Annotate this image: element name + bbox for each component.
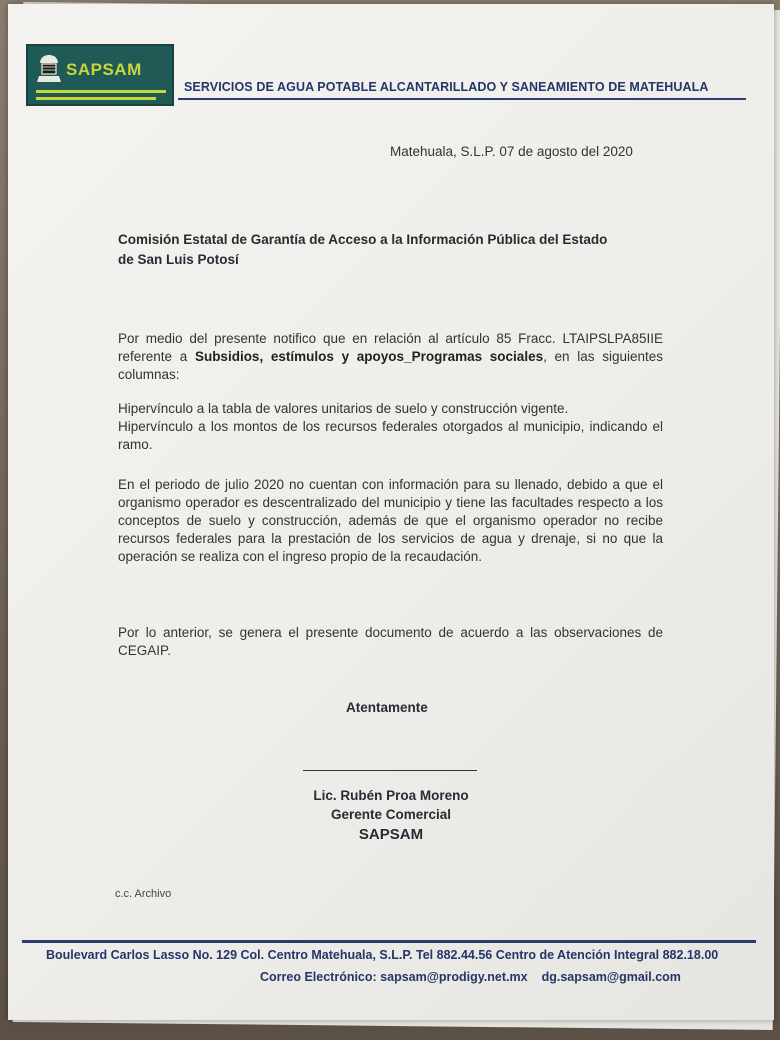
sapsam-logo bbox=[26, 44, 174, 106]
explanation-paragraph: En el periodo de julio 2020 no cuentan con información para su llenado, debido a que el organismo operador es descentralizado del municipio y tiene las facultades respecto a los conceptos de suelo y construcción, además de que el organismo operador no recibe recursos federales para la prestación de los servicios de agua y drenaje, si no que la operación se realiza con el ingreso propio de la recaudación. bbox=[118, 477, 663, 564]
letter-page bbox=[8, 4, 774, 1020]
logo-text: SAPSAM bbox=[66, 60, 142, 79]
footer-email-secondary: dg.sapsam@gmail.com bbox=[541, 970, 681, 984]
recipient-line: de San Luis Potosí bbox=[118, 252, 239, 267]
footer-contact bbox=[260, 970, 681, 984]
closing: Atentamente bbox=[346, 700, 428, 715]
signer-title: Gerente Comercial bbox=[330, 807, 452, 822]
footer-divider bbox=[22, 940, 756, 943]
footer-email: Correo Electrónico: sapsam@prodigy.net.mx bbox=[260, 970, 528, 984]
logo-stripe bbox=[36, 90, 166, 93]
recipient-block bbox=[118, 230, 678, 270]
header-divider bbox=[178, 98, 746, 100]
list-item: Hipervínculo a los montos de los recursos federales otorgados al municipio, indicando el ramo. bbox=[118, 419, 663, 452]
columns-list bbox=[118, 400, 663, 454]
signature-block bbox=[288, 786, 494, 844]
signer-name: Lic. Rubén Proa Moreno bbox=[313, 788, 469, 803]
intro-bold-text: Subsidios, estímulos y apoyos_Programas sociales bbox=[194, 349, 544, 364]
intro-text: Por medio del presente notifico que en relación al artículo 85 Fracc. LTAIPSLPA85IIE referente a bbox=[118, 331, 663, 364]
conclusion-paragraph: Por lo anterior, se genera el presente documento de acuerdo a las observaciones de CEGAIP. bbox=[118, 625, 663, 658]
date-line: Matehuala, S.L.P. 07 de agosto del 2020 bbox=[390, 144, 633, 159]
recipient-line: Comisión Estatal de Garantía de Acceso a la Información Pública del Estado bbox=[118, 232, 608, 247]
intro-paragraph bbox=[118, 330, 663, 384]
footer-address: Boulevard Carlos Lasso No. 129 Col. Centro Matehuala, S.L.P. Tel 882.44.56 Centro de Atención Integral 882.18.00 bbox=[46, 948, 719, 962]
logo-stripe bbox=[36, 97, 156, 100]
organization-name: SERVICIOS DE AGUA POTABLE ALCANTARILLADO Y SANEAMIENTO DE MATEHUALA bbox=[184, 80, 709, 94]
signature-line bbox=[303, 770, 477, 771]
intro-text-end: , en las siguientes columnas: bbox=[118, 349, 663, 382]
water-tower-icon bbox=[36, 54, 62, 84]
cc-note: c.c. Archivo bbox=[115, 888, 172, 900]
signer-org: SAPSAM bbox=[358, 826, 424, 843]
list-item: Hipervínculo a la tabla de valores unitarios de suelo y construcción vigente. bbox=[118, 401, 569, 416]
